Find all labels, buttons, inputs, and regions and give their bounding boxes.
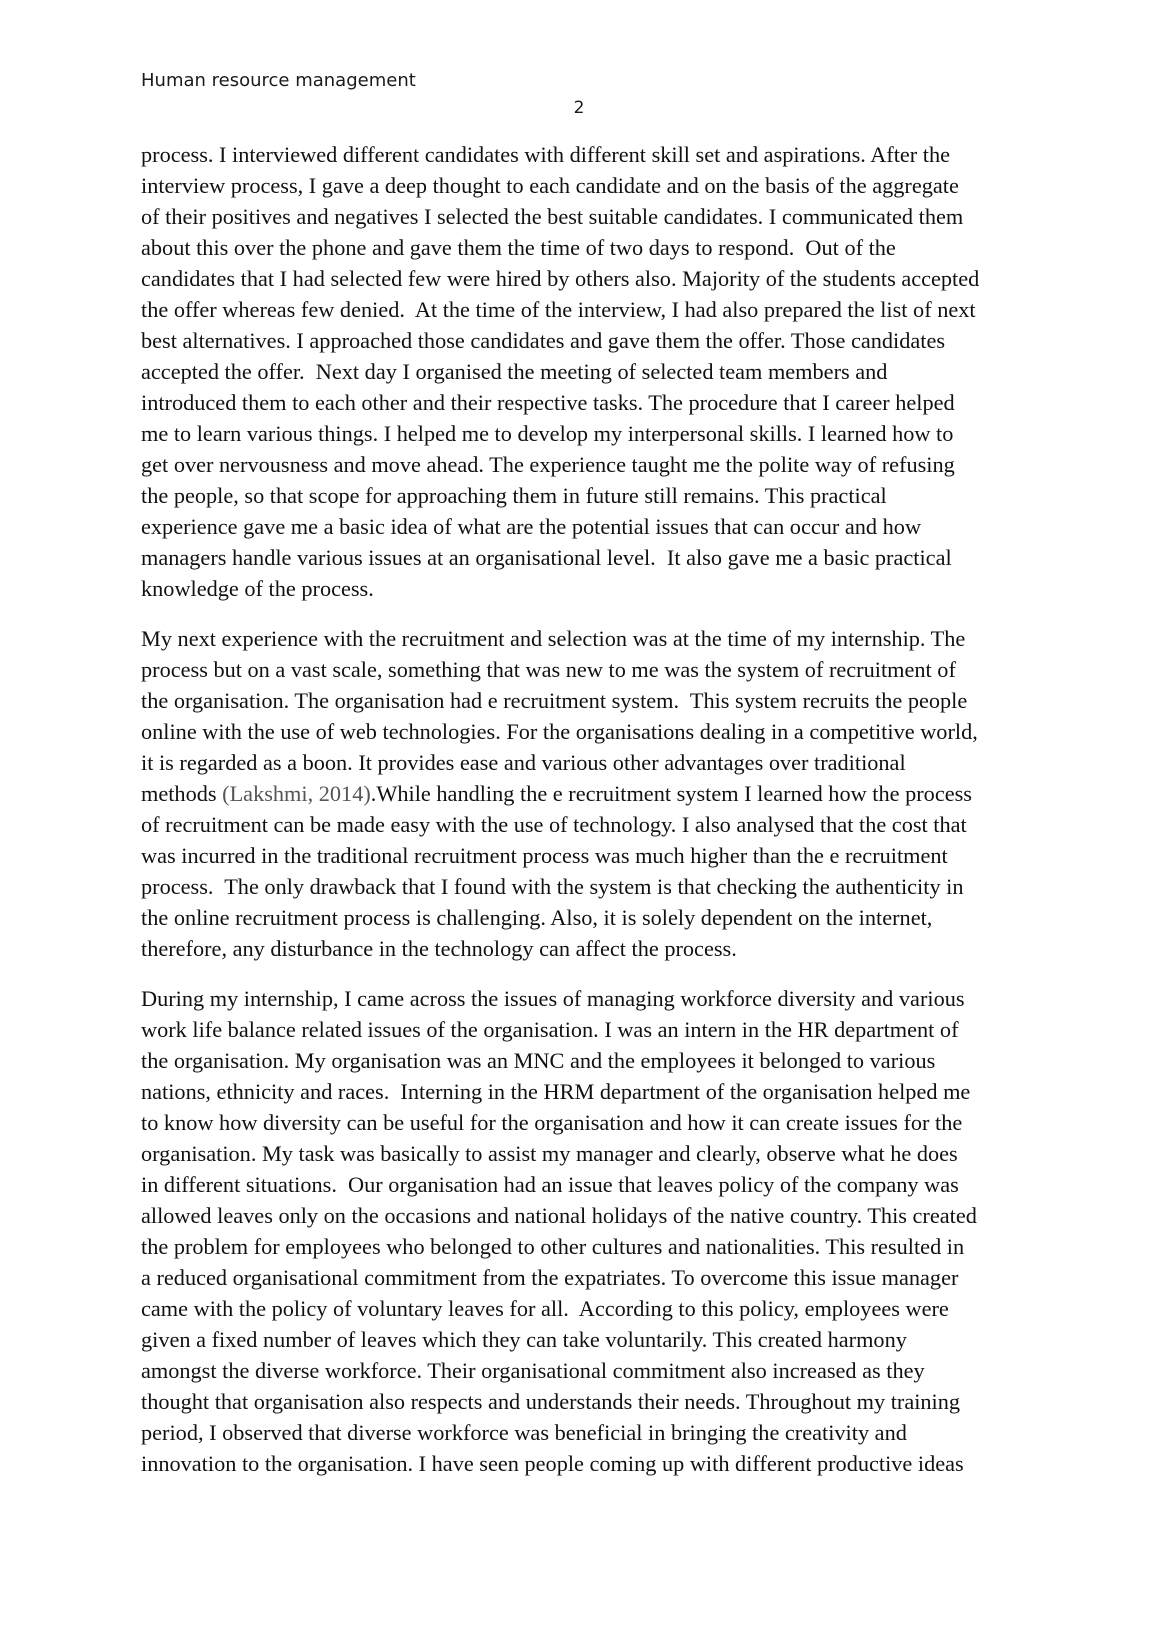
text-line: interview process, I gave a deep thought to each candidate and on the basis of the aggregate (141, 173, 959, 198)
text-line: to know how diversity can be useful for the organisation and how it can create issues for the (141, 1110, 963, 1135)
text-line: process but on a vast scale, something that was new to me was the system of recruitment of (141, 657, 956, 682)
text-line: During my internship, I came across the issues of managing workforce diversity and various (141, 986, 965, 1011)
text-line: the people, so that scope for approaching them in future still remains. This practical (141, 483, 887, 508)
text-line: innovation to the organisation. I have seen people coming up with different productive ideas (141, 1451, 964, 1476)
paragraph-interview-process (141, 139, 1031, 604)
page-number: 2 (573, 98, 585, 118)
text-line: managers handle various issues at an organisational level. It also gave me a basic practical (141, 545, 952, 570)
text-line: of recruitment can be made easy with the use of technology. I also analysed that the cost that (141, 812, 967, 837)
citation-lakshmi-2014: (Lakshmi, 2014) (222, 781, 371, 806)
text-segment: methods (141, 781, 223, 806)
paragraph-e-recruitment (141, 623, 1031, 964)
text-line: candidates that I had selected few were hired by others also. Majority of the students accepted (141, 266, 980, 291)
text-line: given a fixed number of leaves which they can take voluntarily. This created harmony (141, 1327, 907, 1352)
text-line: get over nervousness and move ahead. The experience taught me the polite way of refusing (141, 452, 955, 477)
text-line: the problem for employees who belonged to other cultures and nationalities. This resulted in (141, 1234, 965, 1259)
text-line: a reduced organisational commitment from the expatriates. To overcome this issue manager (141, 1265, 959, 1290)
running-header: Human resource management (141, 70, 416, 91)
text-line: organisation. My task was basically to assist my manager and clearly, observe what he does (141, 1141, 958, 1166)
text-line: thought that organisation also respects and understands their needs. Throughout my training (141, 1389, 961, 1414)
text-line: process. I interviewed different candidates with different skill set and aspirations. After the (141, 142, 951, 167)
text-line: work life balance related issues of the organisation. I was an intern in the HR department of (141, 1017, 959, 1042)
text-line: process. The only drawback that I found with the system is that checking the authenticity in (141, 874, 964, 899)
text-line: My next experience with the recruitment and selection was at the time of my internship. The (141, 626, 966, 651)
text-line: introduced them to each other and their respective tasks. The procedure that I career helped (141, 390, 955, 415)
text-line: it is regarded as a boon. It provides ease and various other advantages over traditional (141, 750, 906, 775)
text-line: nations, ethnicity and races. Interning in the HRM department of the organisation helped me (141, 1079, 971, 1104)
text-line: accepted the offer. Next day I organised the meeting of selected team members and (141, 359, 888, 384)
text-line: therefore, any disturbance in the technology can affect the process. (141, 936, 737, 961)
text-line: came with the policy of voluntary leaves for all. According to this policy, employees were (141, 1296, 949, 1321)
text-line: the organisation. The organisation had e recruitment system. This system recruits the people (141, 688, 968, 713)
text-line: about this over the phone and gave them the time of two days to respond. Out of the (141, 235, 896, 260)
text-line: period, I observed that diverse workforce was beneficial in bringing the creativity and (141, 1420, 907, 1445)
text-line: online with the use of web technologies. For the organisations dealing in a competitive world, (141, 719, 978, 744)
text-line: the organisation. My organisation was an MNC and the employees it belonged to various (141, 1048, 936, 1073)
text-line-with-citation (141, 778, 1031, 809)
document-body (141, 139, 1031, 1498)
text-line: of their positives and negatives I selected the best suitable candidates. I communicated them (141, 204, 964, 229)
text-line: the online recruitment process is challenging. Also, it is solely dependent on the internet, (141, 905, 933, 930)
text-line: the offer whereas few denied. At the time of the interview, I had also prepared the list of next (141, 297, 976, 322)
text-line: was incurred in the traditional recruitment process was much higher than the e recruitment (141, 843, 948, 868)
text-line: in different situations. Our organisation had an issue that leaves policy of the company was (141, 1172, 959, 1197)
text-line: knowledge of the process. (141, 576, 374, 601)
text-segment: .While handling the e recruitment system I learned how the process (370, 781, 972, 806)
paragraph-workforce-diversity (141, 983, 1031, 1479)
text-line: experience gave me a basic idea of what are the potential issues that can occur and how (141, 514, 922, 539)
text-line: allowed leaves only on the occasions and national holidays of the native country. This created (141, 1203, 977, 1228)
text-line: me to learn various things. I helped me to develop my interpersonal skills. I learned how to (141, 421, 954, 446)
text-line: best alternatives. I approached those candidates and gave them the offer. Those candidates (141, 328, 946, 353)
text-line: amongst the diverse workforce. Their organisational commitment also increased as they (141, 1358, 925, 1383)
